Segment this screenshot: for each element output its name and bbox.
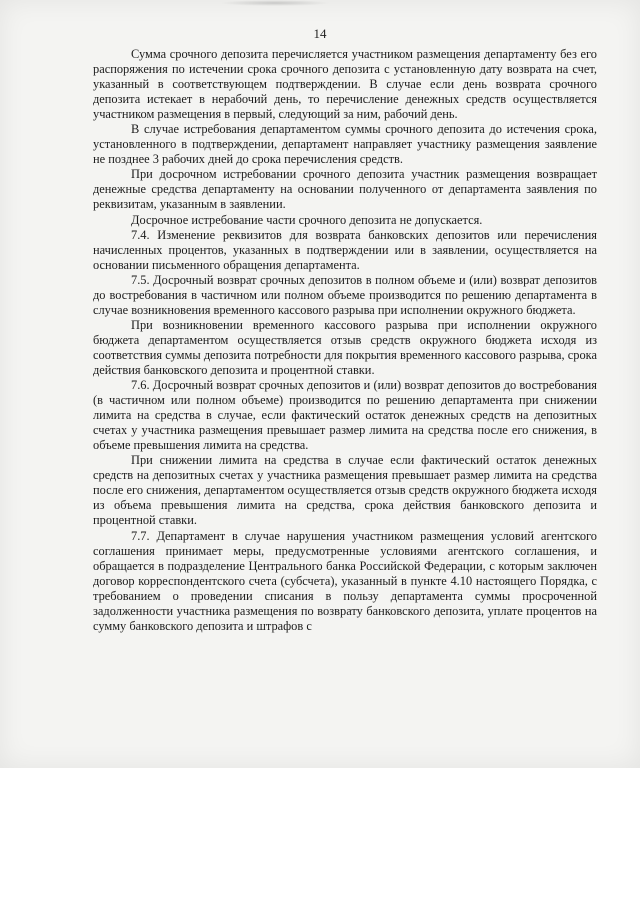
paragraph-section-7-4: 7.4. Изменение реквизитов для возврата банковских депозитов или перечисления начисленных процентов, указанных в подтверждении или в заявлении, осуществляется на основании письменного обращения департамента. (93, 227, 597, 272)
paragraph-section-7-7: 7.7. Департамент в случае нарушения участником размещения условий агентского соглашения принимает меры, предусмотренные условиями агентского соглашения, и обращается в подразделение Центрального банка Российской Федерации, с которым заключен договор корреспондентского счета (субсчета), указанный в пункте 4.10 настоящего Порядка, с требованием о проведении списания в пользу департамента суммы просроченной задолженности участника размещения по возврату банковского депозита, уплате процентов на сумму банковского депозита и штрафов с (93, 528, 597, 633)
paragraph: При досрочном истребовании срочного депозита участник размещения возвращает денежные средства департаменту на основании полученного от департамента заявления по реквизитам, указанным в заявлении. (93, 167, 597, 212)
document-body (93, 47, 597, 634)
paragraph: При снижении лимита на средства в случае если фактический остаток денежных средств на депозитных счетах у участника размещения превышает размер лимита на средства после его снижения, департаментом осуществляется отзыв средств окружного бюджета исходя из объема превышения лимита на средства, срока действия банковского депозита и процентной ставки. (93, 453, 597, 528)
paragraph: В случае истребования департаментом суммы срочного депозита до истечения срока, установленного в подтверждении, департамент направляет участнику размещения заявление не позднее 3 рабочих дней до срока перечисления средств. (93, 122, 597, 167)
paragraph-section-7-5: 7.5. Досрочный возврат срочных депозитов в полном объеме и (или) возврат депозитов до востребования в частичном или полном объеме производится по решению департамента в случае возникновения временного кассового разрыва при исполнении окружного бюджета. (93, 272, 597, 317)
paragraph-section-7-6: 7.6. Досрочный возврат срочных депозитов и (или) возврат депозитов до востребования (в частичном или полном объеме) производится по решению департамента при снижении лимита на средства в случае, если фактический остаток денежных средств на депозитных счетах у участника размещения превышает размер лимита на средства после его снижения, в объеме превышения лимита на средства. (93, 378, 597, 453)
paragraph: Сумма срочного депозита перечисляется участником размещения департаменту без его распоряжения по истечении срока срочного депозита с установленную дату возврата на счет, указанный в соответствующем подтверждении. В случае если день возврата срочного депозита истекает в нерабочий день, то перечисление денежных средств осуществляется участником размещения в первый, следующий за ним, рабочий день. (93, 47, 597, 122)
paragraph: Досрочное истребование части срочного депозита не допускается. (131, 212, 483, 227)
paragraph: При возникновении временного кассового разрыва при исполнении окружного бюджета департаментом осуществляется отзыв средств окружного бюджета исходя из соответствия суммы депозита потребности для покрытия временного кассового разрыва, срока действия банковского депозита и процентной ставки. (93, 317, 597, 377)
page-number: 14 (313, 26, 327, 41)
blank-margin (0, 768, 640, 905)
scan-artifact (220, 0, 330, 6)
